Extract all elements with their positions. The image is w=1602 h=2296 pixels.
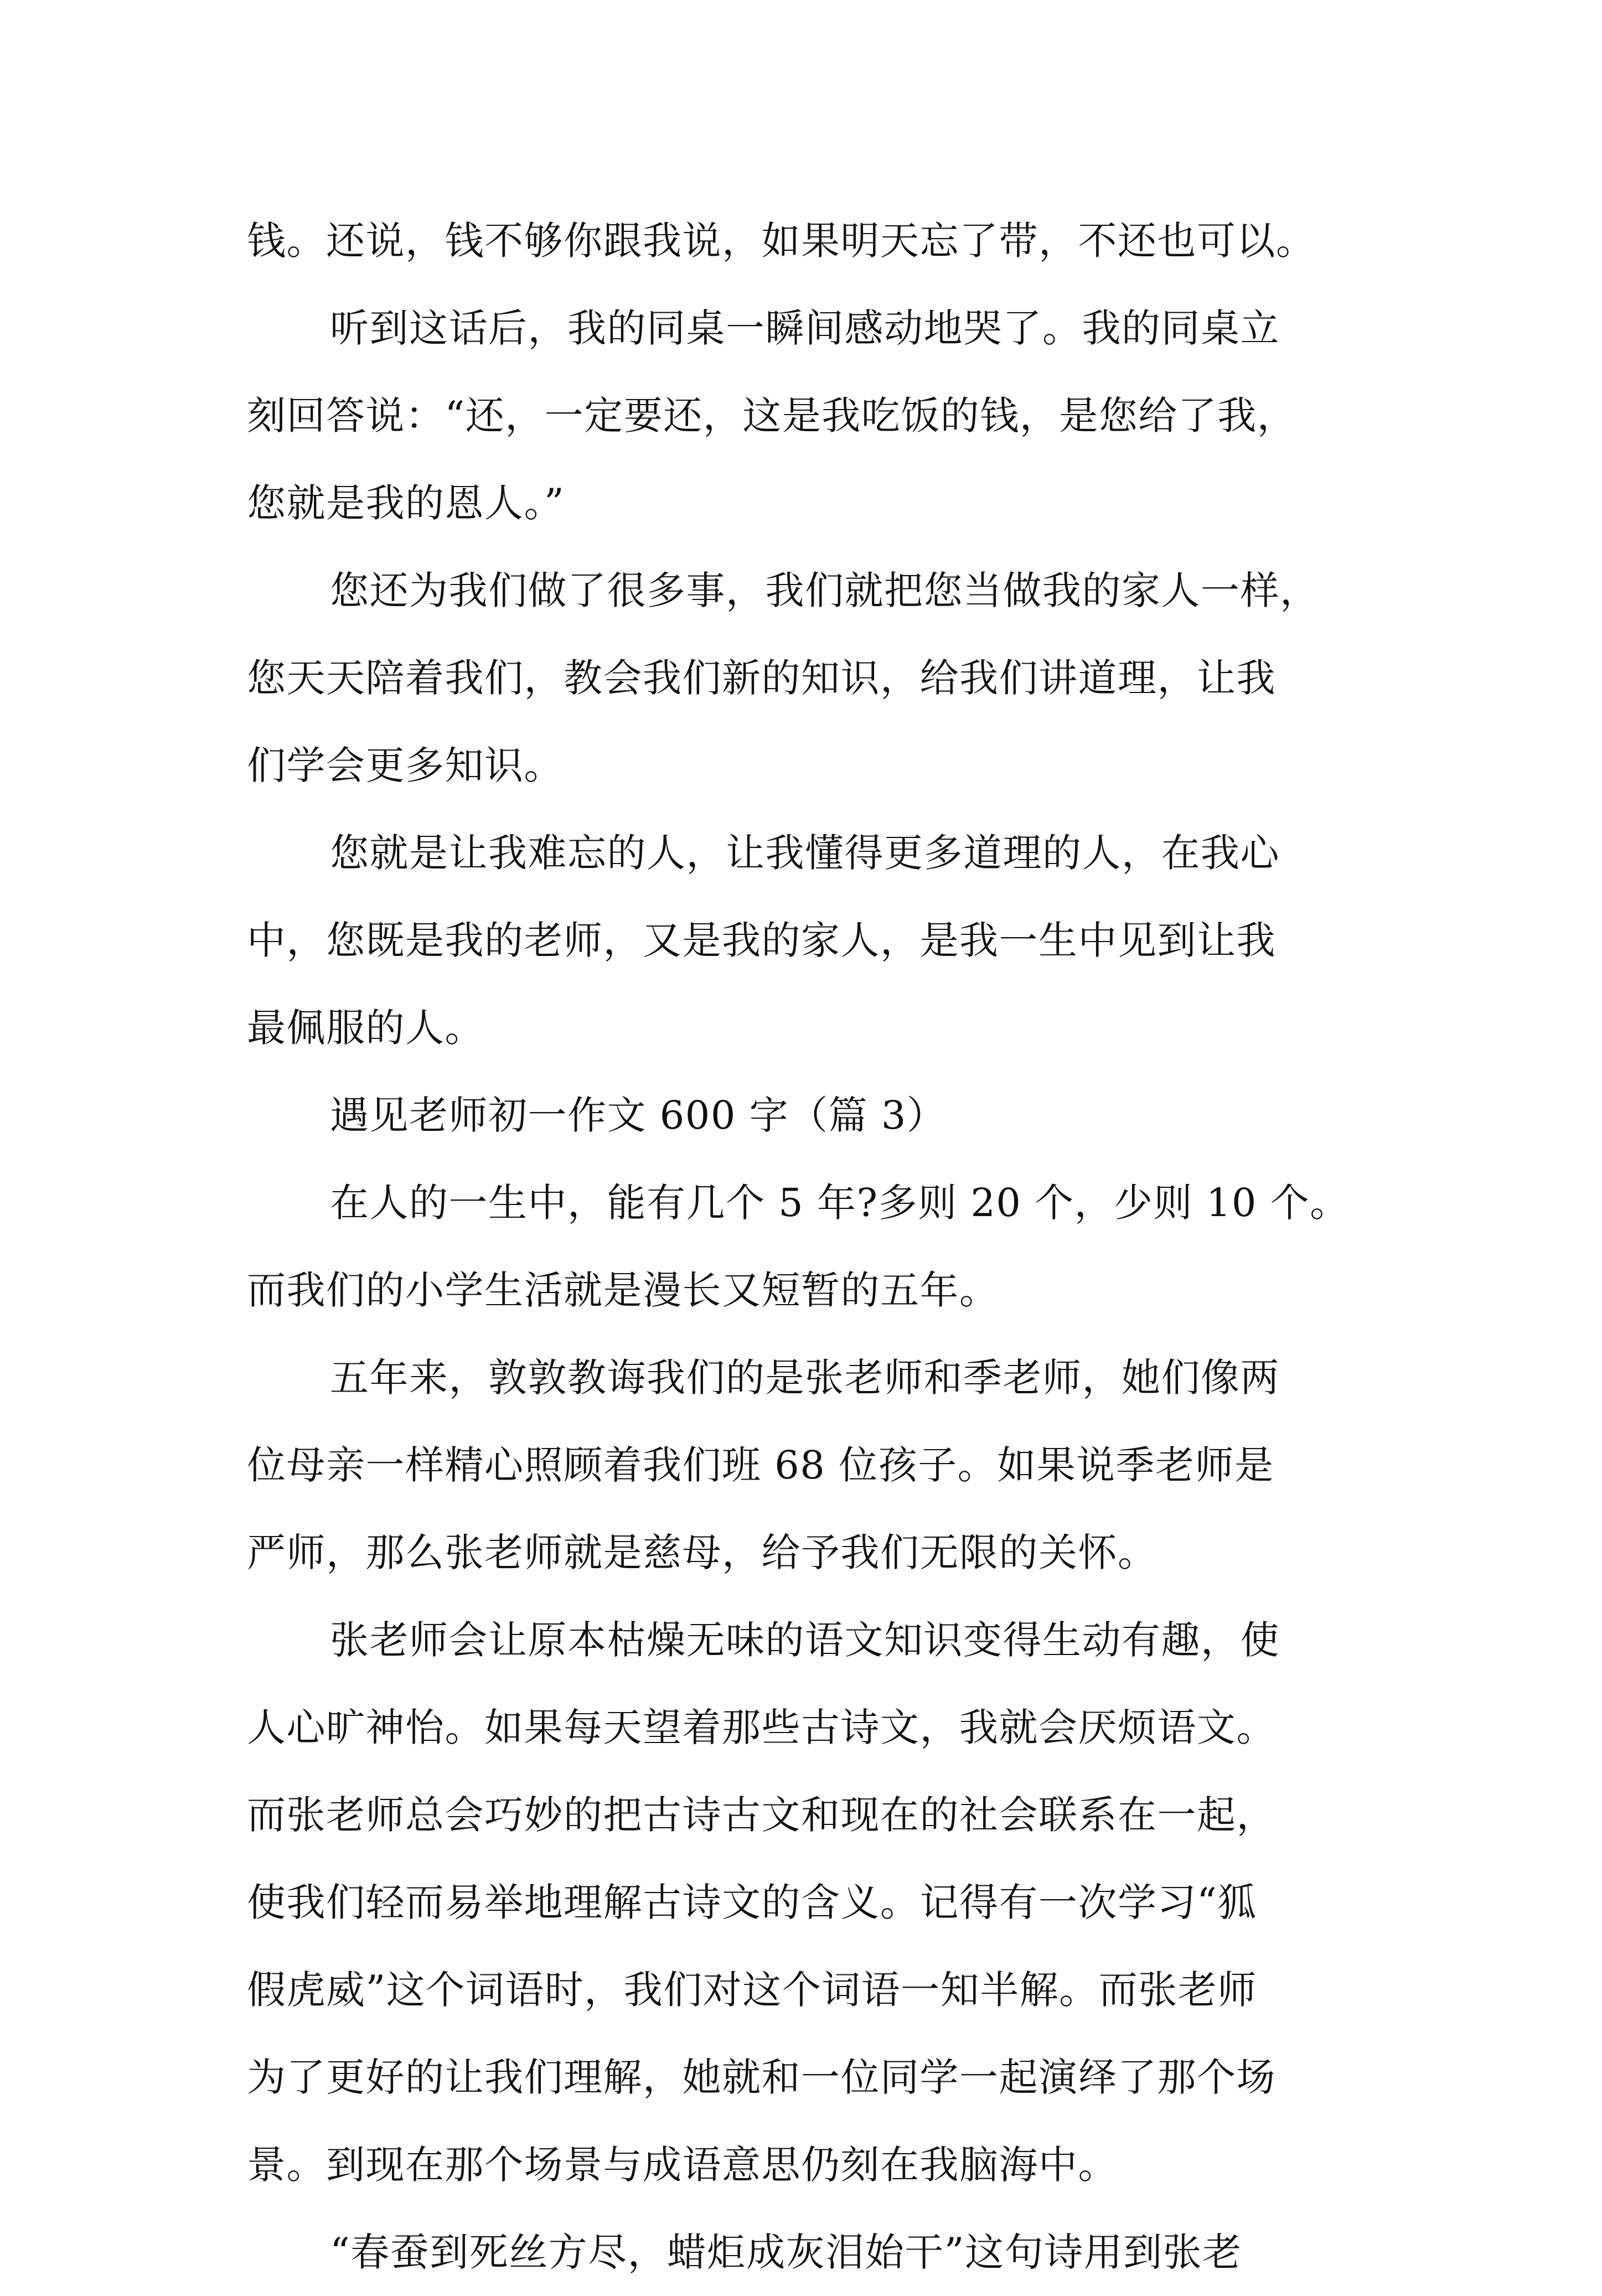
text-line-22: 为了更好的让我们理解，她就和一位同学一起演绎了那个场: [247, 2055, 1276, 2100]
text-line-4: 您就是我的恩人。”: [247, 480, 565, 526]
text-line-8: 您就是让我难忘的人，让我懂得更多道理的人，在我心: [330, 830, 1280, 876]
text-line-20: 使我们轻而易举地理解古诗文的含义。记得有一次学习“狐: [247, 1880, 1257, 1925]
text-line-7: 们学会更多知识。: [247, 743, 564, 788]
text-line-15: 位母亲一样精心照顾着我们班 68 位孩子。如果说季老师是: [247, 1442, 1274, 1488]
text-line-6: 您天天陪着我们，教会我们新的知识，给我们讲道理，让我: [247, 655, 1276, 701]
section-heading: 遇见老师初一作文 600 字（篇 3）: [330, 1093, 947, 1138]
text-line-1: 钱。还说，钱不够你跟我说，如果明天忘了带，不还也可以。: [247, 218, 1316, 263]
text-line-19: 而张老师总会巧妙的把古诗古文和现在的社会联系在一起，: [247, 1792, 1276, 1838]
text-line-17: 张老师会让原本枯燥无味的语文知识变得生动有趣，使: [330, 1617, 1280, 1663]
text-line-23: 景。到现在那个场景与成语意思仍刻在我脑海中。: [247, 2142, 1118, 2188]
text-line-13: 而我们的小学生活就是漫长又短暂的五年。: [247, 1268, 999, 1313]
text-line-12: 在人的一生中，能有几个 5 年?多则 20 个，少则 10 个。: [330, 1180, 1350, 1225]
text-line-9: 中，您既是我的老师，又是我的家人，是我一生中见到让我: [247, 918, 1276, 963]
text-line-16: 严师，那么张老师就是慈母，给予我们无限的关怀。: [247, 1530, 1157, 1575]
document-body: [247, 197, 1371, 2296]
text-line-2: 听到这话后，我的同桌一瞬间感动地哭了。我的同桌立: [330, 306, 1280, 351]
text-line-14: 五年来，敦敦教诲我们的是张老师和季老师，她们像两: [330, 1355, 1280, 1400]
text-line-5: 您还为我们做了很多事，我们就把您当做我的家人一样，: [330, 568, 1320, 613]
text-line-21: 假虎威”这个词语时，我们对这个词语一知半解。而张老师: [247, 1967, 1257, 2013]
text-line-18: 人心旷神怡。如果每天望着那些古诗文，我就会厌烦语文。: [247, 1705, 1276, 1750]
text-line-24: “春蚕到死丝方尽，蜡炬成灰泪始干”这句诗用到张老: [330, 2230, 1242, 2275]
text-line-3: 刻回答说：“还，一定要还，这是我吃饭的钱，是您给了我，: [247, 393, 1297, 438]
text-line-10: 最佩服的人。: [247, 1005, 484, 1051]
